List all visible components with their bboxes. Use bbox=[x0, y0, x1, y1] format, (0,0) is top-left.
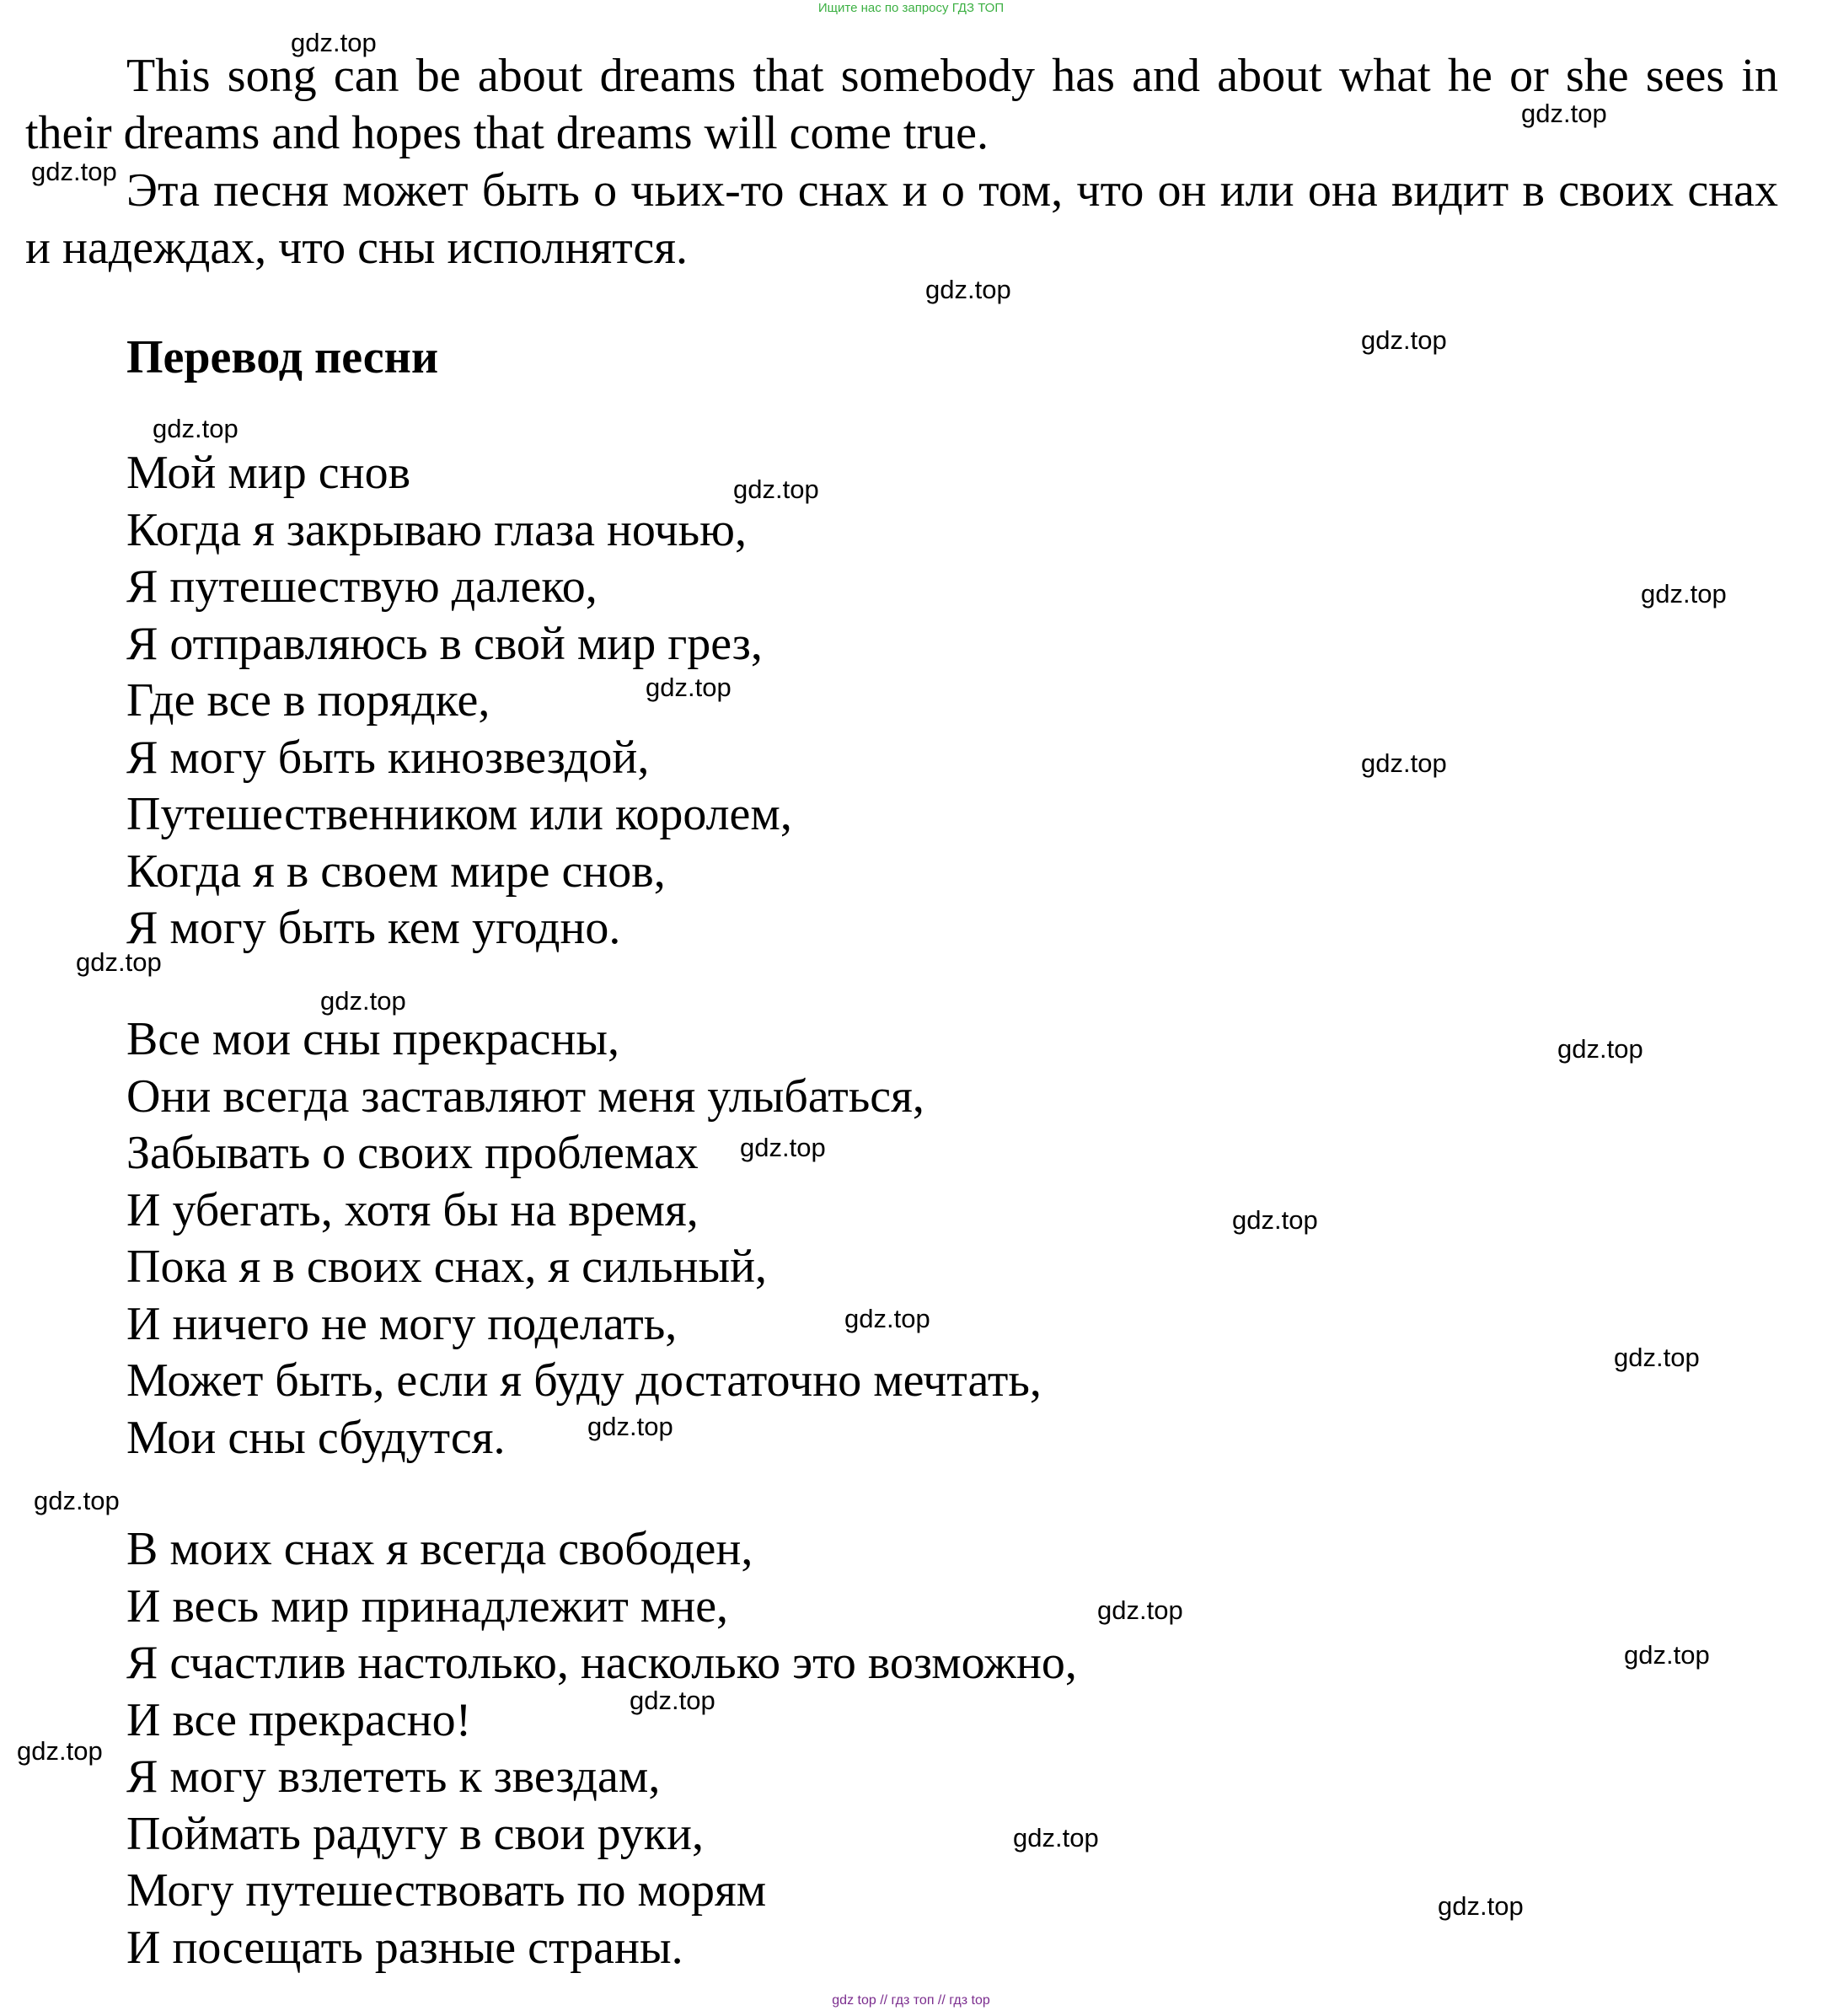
paragraph-english: This song can be about dreams that somebody has and about what he or she sees in their dreams and hopes that dreams will come true. bbox=[25, 50, 1778, 159]
stanza-2 bbox=[126, 1011, 1042, 1466]
watermark: gdz.top bbox=[740, 1133, 826, 1162]
watermark: gdz.top bbox=[1557, 1034, 1643, 1064]
stanza-line: Они всегда заставляют меня улыбаться, bbox=[126, 1070, 924, 1123]
stanza-line: Я могу быть кем угодно. bbox=[126, 902, 621, 954]
watermark: gdz.top bbox=[844, 1304, 930, 1333]
watermark: gdz.top bbox=[1232, 1205, 1318, 1235]
watermark: gdz.top bbox=[153, 414, 238, 443]
stanza-line: Поймать радугу в свои руки, bbox=[126, 1807, 704, 1860]
watermark: gdz.top bbox=[733, 475, 819, 504]
stanza-line: Я отправляюсь в свой мир грез, bbox=[126, 617, 763, 670]
watermark: gdz.top bbox=[587, 1412, 673, 1441]
stanza-line: И посещать разные страны. bbox=[126, 1921, 683, 1974]
watermark: gdz.top bbox=[630, 1686, 715, 1715]
top-banner: Ищите нас по запросу ГДЗ ТОП bbox=[817, 1, 1005, 15]
stanza-line: Все мои сны прекрасны, bbox=[126, 1013, 619, 1065]
stanza-line: Путешественником или королем, bbox=[126, 788, 792, 840]
stanza-line: Забывать о своих проблемах bbox=[126, 1127, 699, 1179]
paragraph-russian: Эта песня может быть о чьих-то снах и о том, что он или она видит в своих снах и надеждах, что сны исполнятся. bbox=[25, 164, 1778, 274]
watermark: gdz.top bbox=[1641, 579, 1727, 609]
watermark: gdz.top bbox=[646, 673, 731, 702]
watermark: gdz.top bbox=[1361, 325, 1447, 355]
watermark: gdz.top bbox=[1013, 1823, 1099, 1852]
stanza-line: Мой мир снов bbox=[126, 447, 411, 499]
watermark: gdz.top bbox=[1438, 1891, 1524, 1921]
stanza-line: Когда я в своем мире снов, bbox=[126, 844, 666, 898]
watermark: gdz.top bbox=[1521, 99, 1607, 128]
watermark: gdz.top bbox=[34, 1486, 120, 1515]
stanza-line: Я могу взлететь к звездам, bbox=[126, 1751, 661, 1803]
watermark: gdz.top bbox=[31, 157, 117, 186]
bottom-banner: gdz top // гдз топ // гдз top bbox=[832, 1993, 990, 2008]
watermark: gdz.top bbox=[1097, 1595, 1183, 1625]
watermark: gdz.top bbox=[925, 275, 1011, 304]
stanza-line: И все прекрасно! bbox=[126, 1693, 472, 1746]
stanza-line: Могу путешествовать по морям bbox=[126, 1864, 767, 1917]
stanza-line: И ничего не могу поделать, bbox=[126, 1297, 678, 1350]
stanza-3 bbox=[126, 1521, 1077, 1976]
stanza-line: Пока я в своих снах, я сильный, bbox=[126, 1241, 768, 1293]
stanza-line: Где все в порядке, bbox=[126, 674, 490, 727]
stanza-line: Может быть, если я буду достаточно мечтать, bbox=[126, 1354, 1042, 1407]
stanza-line: Я путешествую далеко, bbox=[126, 560, 598, 613]
watermark: gdz.top bbox=[1624, 1640, 1710, 1670]
watermark: gdz.top bbox=[1361, 748, 1447, 778]
stanza-line: Когда я закрываю глаза ночью, bbox=[126, 503, 748, 556]
stanza-line: И весь мир принадлежит мне, bbox=[126, 1579, 729, 1633]
watermark: gdz.top bbox=[1614, 1343, 1700, 1372]
watermark: gdz.top bbox=[291, 28, 377, 57]
watermark: gdz.top bbox=[76, 947, 162, 977]
stanza-line: Я могу быть кинозвездой, bbox=[126, 731, 650, 784]
watermark: gdz.top bbox=[17, 1736, 103, 1766]
stanza-line: И убегать, хотя бы на время, bbox=[126, 1183, 699, 1236]
stanza-line: Мои сны сбудутся. bbox=[126, 1411, 506, 1464]
stanza-line: В моих снах я всегда свободен, bbox=[126, 1523, 753, 1575]
watermark: gdz.top bbox=[320, 986, 406, 1016]
song-translation-heading: Перевод песни bbox=[126, 331, 439, 383]
stanza-line: Я счастлив настолько, насколько это возможно, bbox=[126, 1637, 1077, 1689]
